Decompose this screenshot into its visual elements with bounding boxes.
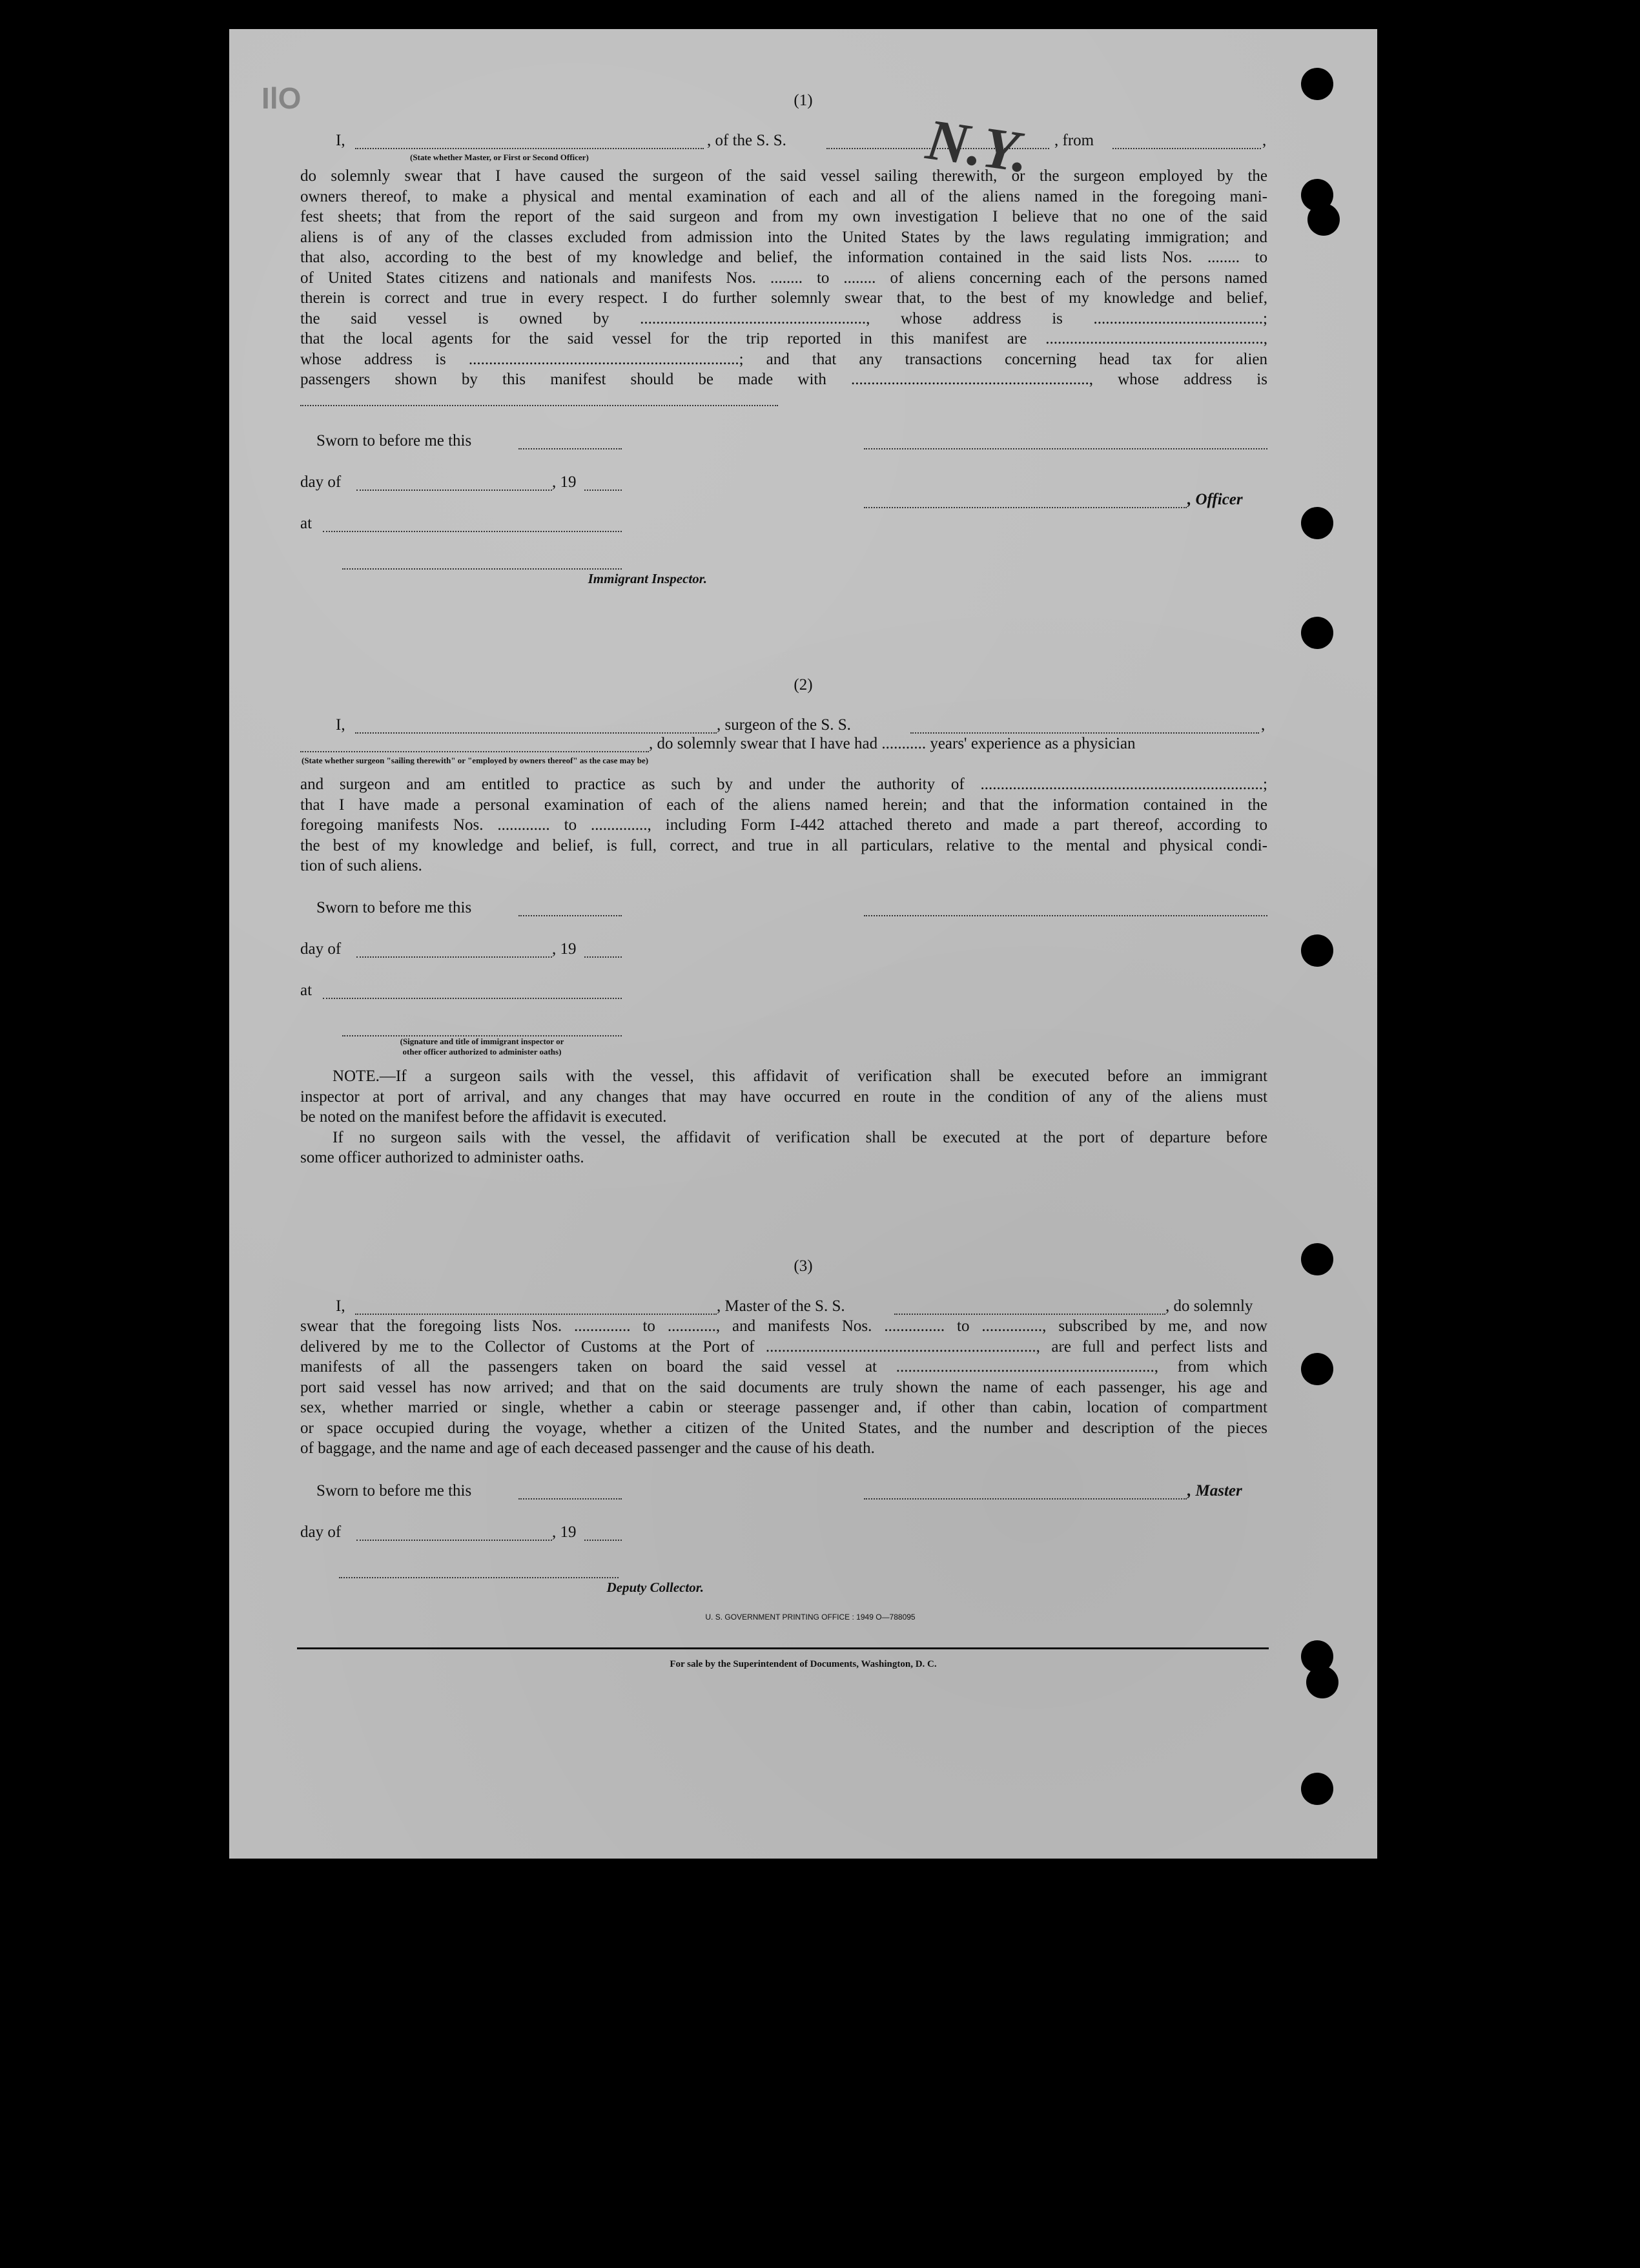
- sec3-day-blank: [356, 1540, 552, 1541]
- sec3-day-label: day of: [300, 1523, 342, 1541]
- sec3-year-blank: [584, 1540, 622, 1541]
- officer-signature-line: [864, 448, 1267, 449]
- section-2-heading: (2): [794, 676, 813, 694]
- surgeon-signature-line: [864, 915, 1267, 916]
- sec2-day-blank: [356, 956, 552, 958]
- sec2-surgeon-label: , surgeon of the S. S.: [717, 716, 851, 734]
- sec1-sworn-blank: [518, 448, 622, 449]
- sec1-officer-note: (State whether Master, or First or Second Officer): [410, 152, 589, 162]
- sec2-line2: , do solemnly swear that I have had ........... years' experience as a physician: [649, 735, 1136, 752]
- sec2-at-blank: [323, 998, 622, 999]
- sec1-paragraph: do solemnly swear that I have caused the surgeon of the said vessel sailing therewith, or the surgeon employed by the owners thereof, to make a physical and mental examination of each and all of the aliens named in the foregoing mani- fest sheets; that from the report of the said surgeon and from my own investigation I believe that no one of the said aliens is of any of the classes excluded from admission into the United States by the laws regulating immigration; and that also, according to the best of my knowledge and belief, the information contained in the said lists Nos. ........ to of United States citizens and nationals and manifests Nos. ........ to ........ of aliens concerning each of the persons named therein is correct and true in every respect. I do further solemnly swear that, to the best of my knowledge and belief, the said vessel is owned by ........................................................, whose address is ..........................................; that the local agents for the said vessel for the trip reported in this manifest are ......................................................, whose address is ...................................................................; and that any transactions concerning head tax for alien passengers shown by this manifest should be made with ..........................................................., whose address is: [300, 167, 1267, 388]
- sec3-i: I,: [336, 1297, 345, 1315]
- sec1-year-blank: [584, 490, 622, 491]
- sec1-at-label: at: [300, 515, 313, 532]
- punch-hole: [1301, 1353, 1333, 1385]
- punch-hole: [1301, 507, 1333, 539]
- handwritten-annotation: N.Y.: [922, 107, 1033, 185]
- master-label: , Master: [1187, 1482, 1242, 1500]
- sec2-i: I,: [336, 716, 345, 734]
- sec2-day-label: day of: [300, 940, 342, 958]
- sec3-vessel-blank: [894, 1314, 1165, 1315]
- sec2-sworn-label: Sworn to before me this: [316, 899, 472, 916]
- sec2-year-blank: [584, 956, 622, 958]
- sec2-note-paragraph: NOTE.—If a surgeon sails with the vessel, this affidavit of verification shall be executed before an immigrant inspector at port of arrival, and any changes that may have occurred en route in the condition of any of the aliens must be noted on the manifest before the affidavit is executed. If no surgeon sails with the vessel, the affidavit of verification shall be executed at the port of departure before some officer authorized to administer oaths.: [300, 1067, 1267, 1166]
- sec3-master-name-blank: [355, 1314, 717, 1315]
- sec3-sworn-label: Sworn to before me this: [316, 1482, 472, 1500]
- sec1-day-blank: [356, 490, 552, 491]
- section-1-heading: (1): [794, 92, 813, 109]
- sec3-year-label: , 19: [552, 1523, 577, 1541]
- for-sale-notice: For sale by the Superintendent of Documents, Washington, D. C.: [670, 1659, 937, 1669]
- collector-label: Deputy Collector.: [606, 1580, 704, 1595]
- sec3-solemnly: , do solemnly: [1165, 1297, 1253, 1315]
- sec2-sig-note-1: (Signature and title of immigrant inspector or: [400, 1036, 564, 1046]
- sec1-at-blank: [323, 531, 622, 532]
- section-3-heading: (3): [794, 1257, 813, 1275]
- sec2-paragraph: and surgeon and am entitled to practice as such by and under the authority of ......................................................................; that I have made a personal examination of each of the aliens named herein; and that the information contained in the foregoing manifests Nos. ............. to .............., including Form I-442 attached thereto and made a part thereof, according to the best of my knowledge and belief, is full, correct, and true in all particulars, relative to the mental and physical condi- tion of such aliens.: [300, 776, 1267, 874]
- sec1-from: , from: [1054, 132, 1094, 149]
- sec1-final-blank: [300, 405, 778, 406]
- inspector-label: Immigrant Inspector.: [588, 571, 707, 586]
- document-page: [229, 29, 1377, 1859]
- sec1-of-ss: , of the S. S.: [707, 132, 786, 149]
- sec2-comma: ,: [1261, 716, 1266, 734]
- vessel-name-blank: [826, 148, 1049, 149]
- sec1-i: I,: [336, 132, 345, 149]
- footer-rule: [297, 1647, 1269, 1649]
- sec2-sig-note-2: other officer authorized to administer oaths): [402, 1047, 562, 1057]
- sec1-sworn-label: Sworn to before me this: [316, 432, 472, 449]
- officer-title-line: [864, 507, 1187, 508]
- sec2-surgeon-note: (State whether surgeon "sailing therewith" or "employed by owners thereof" as the case may be): [302, 756, 649, 765]
- sec1-comma: ,: [1262, 132, 1267, 149]
- officer-label: , Officer: [1187, 491, 1243, 508]
- bleed-through-stamp: OlI: [261, 81, 302, 115]
- sec2-at-label: at: [300, 982, 313, 999]
- punch-hole: [1301, 617, 1333, 649]
- sec1-year-label: , 19: [552, 473, 577, 491]
- sec1-day-label: day of: [300, 473, 342, 491]
- sec2-year-label: , 19: [552, 940, 577, 958]
- punch-hole: [1301, 1773, 1333, 1805]
- punch-hole: [1307, 203, 1340, 236]
- master-signature-line: [864, 1498, 1187, 1500]
- punch-hole: [1301, 934, 1333, 967]
- sec3-master-label: , Master of the S. S.: [717, 1297, 845, 1315]
- sec2-sworn-blank: [518, 915, 622, 916]
- from-port-blank: [1112, 148, 1261, 149]
- gpo-imprint: U. S. GOVERNMENT PRINTING OFFICE : 1949 O—788095: [705, 1613, 916, 1622]
- sec3-paragraph: swear that the foregoing lists Nos. .............. to ............, and manifests Nos. ............... to ..............., subscribed by me, and now delivered by me to the Collector of Customs at the Port of ..................................................................., are full and perfect lists and manifests of all the passengers taken on board the said vessel at ................................................................, from which port said vessel has now arrived; and that on the said documents are truly shown the name of each passenger, his age and sex, whether married or single, whether a cabin or steerage passenger and, if other than cabin, location of compartment or space occupied during the voyage, whether a citizen of the United States, and the number and description of the pieces of baggage, and the name and age of each deceased passenger and the cause of his death.: [300, 1317, 1267, 1457]
- sec3-sworn-blank: [518, 1498, 622, 1500]
